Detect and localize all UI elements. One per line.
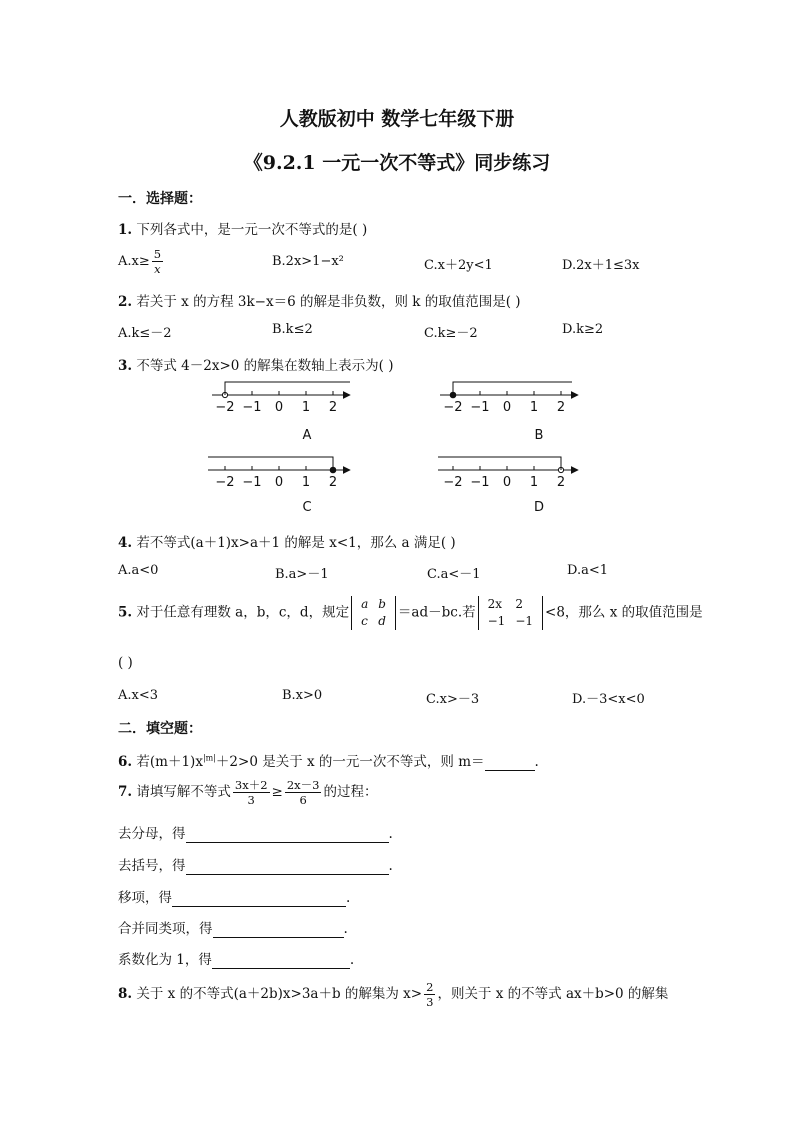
fraction-right bbox=[285, 778, 322, 807]
tick-label: 2 bbox=[556, 475, 566, 490]
title-line-1: 人教版初中 数学七年级下册 bbox=[279, 108, 515, 130]
section-heading-fill: 二．填空题： bbox=[118, 721, 202, 737]
option-4d: D.a<1 bbox=[567, 563, 609, 578]
option-1d: D.2x＋1≤3x bbox=[562, 258, 640, 273]
tick-label: 1 bbox=[529, 475, 539, 490]
det-cell: c bbox=[361, 614, 368, 628]
option-2c: C.k≥－2 bbox=[424, 326, 478, 341]
question-lead: 对于任意有理数 a，b，c，d，规定 bbox=[136, 604, 350, 621]
fraction-left bbox=[233, 778, 270, 807]
question-stem: 若不等式(a＋1)x>a＋1 的解是 x<1，那么 a 满足( ) bbox=[136, 535, 456, 551]
tick-label: 0 bbox=[502, 475, 512, 490]
option-2a: A.k≤－2 bbox=[118, 326, 172, 341]
tick-label: 0 bbox=[274, 400, 284, 415]
question-2 bbox=[118, 290, 521, 310]
answer-blank[interactable] bbox=[172, 890, 346, 907]
numerator: 3x＋2 bbox=[234, 778, 268, 792]
determinant-given bbox=[478, 596, 543, 630]
question-pre: 请填写解不等式 bbox=[136, 784, 231, 800]
tick-label: 1 bbox=[301, 400, 311, 415]
det-cell: 2 bbox=[515, 597, 523, 611]
number-line-b bbox=[440, 382, 578, 415]
option-1a bbox=[118, 247, 165, 276]
question-mid: ＝ad－bc.若 bbox=[397, 604, 476, 621]
step-label: 去分母，得 bbox=[118, 826, 186, 842]
period: . bbox=[349, 952, 355, 968]
tick-label: −2 bbox=[443, 475, 463, 490]
question-stem: 若关于 x 的方程 3k−x＝6 的解是非负数，则 k 的取值范围是( ) bbox=[136, 294, 521, 310]
number-line-d bbox=[438, 457, 578, 490]
denominator: 3 bbox=[426, 995, 434, 1009]
tick-label: −2 bbox=[443, 400, 463, 415]
option-text: x≥ bbox=[131, 254, 150, 269]
option-label: A. bbox=[118, 254, 132, 269]
fraction bbox=[424, 980, 435, 1009]
question-number: 5. bbox=[118, 604, 133, 621]
tick-label: −1 bbox=[470, 400, 490, 415]
step-4 bbox=[118, 917, 348, 938]
question-8 bbox=[118, 980, 668, 1009]
solution-bracket bbox=[208, 457, 333, 470]
step-label: 系数化为 1，得 bbox=[118, 952, 212, 968]
solution-bracket bbox=[225, 382, 350, 395]
tick-label: −2 bbox=[215, 475, 235, 490]
question-5 bbox=[118, 596, 703, 630]
caption-d: D bbox=[533, 500, 544, 515]
step-2 bbox=[118, 854, 393, 875]
section-heading-choice: 一．选择题： bbox=[118, 191, 202, 207]
fraction bbox=[152, 247, 163, 276]
question-post: ＋2>0 是关于 x 的一元一次不等式，则 m＝ bbox=[215, 754, 485, 770]
tick-label: 1 bbox=[529, 400, 539, 415]
step-1 bbox=[118, 822, 393, 843]
option-2d: D.k≥2 bbox=[562, 322, 604, 337]
option-4a: A.a<0 bbox=[118, 563, 159, 578]
solution-bracket bbox=[438, 457, 561, 470]
tick-label: 0 bbox=[274, 475, 284, 490]
det-cell: b bbox=[378, 597, 386, 611]
question-pre: 关于 x 的不等式(a＋2b)x>3a＋b 的解集为 x> bbox=[136, 986, 423, 1002]
option-4c: C.a<－1 bbox=[427, 567, 481, 582]
question-post: ，则关于 x 的不等式 ax＋b>0 的解集 bbox=[437, 986, 669, 1002]
question-1 bbox=[118, 218, 367, 238]
numerator: 2 bbox=[426, 980, 434, 994]
period: . bbox=[346, 890, 351, 906]
step-label: 移项，得 bbox=[118, 890, 172, 906]
period: . bbox=[534, 754, 539, 770]
det-cell: d bbox=[378, 614, 386, 628]
answer-blank[interactable] bbox=[485, 754, 535, 771]
denominator: x bbox=[154, 262, 161, 276]
answer-blank[interactable] bbox=[186, 826, 389, 843]
option-5b: B.x>0 bbox=[282, 688, 323, 703]
period: . bbox=[388, 826, 393, 842]
period: . bbox=[343, 921, 348, 937]
option-2b: B.k≤2 bbox=[272, 322, 313, 337]
question-number: 6. bbox=[118, 754, 133, 770]
det-cell: −1 bbox=[515, 614, 534, 628]
exponent: |m| bbox=[202, 753, 216, 763]
question-4 bbox=[118, 531, 456, 551]
solution-bracket bbox=[453, 382, 572, 395]
question-number: 8. bbox=[118, 986, 133, 1002]
tick-label: 0 bbox=[502, 400, 512, 415]
det-cell: −1 bbox=[487, 614, 506, 628]
question-7 bbox=[118, 778, 377, 807]
denominator: 3 bbox=[247, 793, 255, 807]
option-4b: B.a>－1 bbox=[275, 567, 329, 582]
determinant-definition bbox=[351, 596, 396, 630]
step-label: 去括号，得 bbox=[118, 858, 186, 874]
answer-blank[interactable] bbox=[212, 952, 350, 969]
question-6 bbox=[118, 750, 539, 771]
option-5a: A.x<3 bbox=[118, 688, 159, 703]
step-5 bbox=[118, 948, 354, 969]
caption-c: C bbox=[302, 500, 312, 515]
option-5d: D.－3<x<0 bbox=[572, 692, 645, 707]
caption-a: A bbox=[302, 428, 312, 443]
tick-label: −1 bbox=[470, 475, 490, 490]
relation: ≥ bbox=[271, 784, 283, 800]
step-label: 合并同类项，得 bbox=[118, 921, 213, 937]
question-3 bbox=[118, 354, 394, 374]
number-line-a bbox=[212, 382, 350, 415]
option-1c: C.x＋2y<1 bbox=[424, 258, 493, 273]
question-5-paren: ( ) bbox=[118, 655, 133, 671]
question-number: 7. bbox=[118, 784, 133, 800]
option-5c: C.x>－3 bbox=[426, 692, 480, 707]
det-cell: a bbox=[361, 597, 369, 611]
question-stem: 下列各式中，是一元一次不等式的是( ) bbox=[136, 222, 368, 238]
denominator: 6 bbox=[299, 793, 307, 807]
tick-label: −1 bbox=[242, 475, 262, 490]
tick-label: 1 bbox=[301, 475, 311, 490]
numerator: 2x－3 bbox=[286, 778, 320, 792]
option-1b: B.2x>1−x² bbox=[272, 254, 344, 269]
question-number: 1. bbox=[118, 222, 133, 238]
tick-label: 2 bbox=[328, 475, 338, 490]
question-number: 3. bbox=[118, 358, 133, 374]
numerator: 5 bbox=[153, 247, 162, 261]
tick-label: −2 bbox=[215, 400, 235, 415]
step-3 bbox=[118, 886, 350, 907]
title-line-2: 《9.2.1 一元一次不等式》同步练习 bbox=[243, 152, 551, 174]
answer-blank[interactable] bbox=[186, 858, 389, 875]
question-stem: 不等式 4－2x>0 的解集在数轴上表示为( ) bbox=[136, 358, 394, 374]
number-line-c bbox=[208, 457, 350, 490]
tick-label: −1 bbox=[242, 400, 262, 415]
tick-label: 2 bbox=[556, 400, 566, 415]
caption-b: B bbox=[534, 428, 544, 443]
question-tail: <8，那么 x 的取值范围是 bbox=[545, 604, 703, 621]
det-cell: 2x bbox=[487, 597, 503, 611]
question-pre: 若(m＋1)x bbox=[136, 754, 203, 770]
question-post: 的过程： bbox=[323, 784, 378, 800]
tick-label: 2 bbox=[328, 400, 338, 415]
question-number: 2. bbox=[118, 294, 133, 310]
answer-blank[interactable] bbox=[213, 921, 344, 938]
period: . bbox=[388, 858, 393, 874]
question-number: 4. bbox=[118, 535, 133, 551]
